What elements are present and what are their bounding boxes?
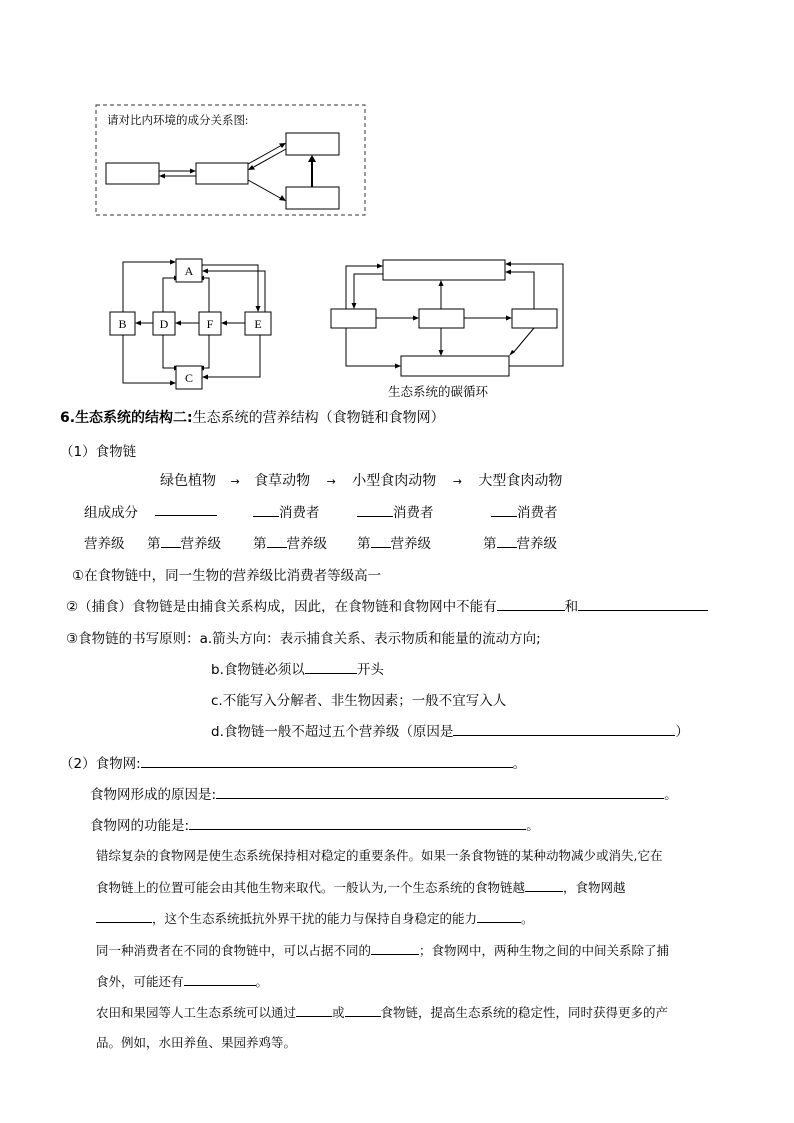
para3-line2: 品。例如，水田养鱼、果园养鸡等。 [96, 1035, 297, 1050]
level-3 [357, 532, 431, 552]
para3-line1 [96, 1002, 668, 1021]
level-suffix: 营养级 [180, 536, 221, 552]
heading-bold: 生态系统的结构二: [75, 410, 193, 426]
chain-row [160, 470, 562, 490]
level-label: 营养级 [84, 536, 125, 552]
diagram1-caption: 请对比内环境的成分关系图: [107, 115, 249, 127]
carbon-cycle-diagram [328, 255, 568, 380]
arrow-middle-to-bottom [248, 180, 282, 199]
para1-line1: 错综复杂的食物网是使生态系统保持相对稳定的重要条件。如果一条食物链的某种动物减少或消失,它在 [96, 848, 663, 863]
box-middle [196, 163, 248, 184]
food-web-function [90, 814, 540, 834]
blank[interactable] [453, 721, 675, 736]
arrowhead [308, 155, 316, 162]
rule-c: c.不能写入分解者、非生物因素；一般不宜写入人 [211, 693, 507, 709]
arrowhead [439, 350, 444, 356]
arrowhead [377, 264, 383, 269]
food-chain-title: （1）食物链 [60, 444, 137, 460]
path-f-to-a [202, 278, 209, 312]
arrowhead [256, 306, 261, 312]
section-heading [60, 407, 445, 427]
arrowhead [352, 303, 357, 309]
chain-item: 小型食肉动物 [352, 473, 437, 489]
level-4 [483, 532, 557, 552]
arrowhead [221, 321, 227, 326]
arrowhead [505, 262, 511, 267]
node-e-label: E [254, 317, 262, 331]
arrowhead [505, 270, 511, 275]
level-prefix: 第 [253, 536, 267, 552]
blank[interactable] [491, 502, 517, 517]
point-2 [66, 595, 708, 615]
consumer-2 [357, 501, 434, 521]
text: 。 [521, 911, 534, 926]
level-suffix: 营养级 [390, 536, 431, 552]
internal-environment-diagram [95, 104, 367, 217]
arrowhead [175, 321, 181, 326]
box-left [331, 309, 376, 328]
blank[interactable] [371, 940, 419, 955]
arrowhead [135, 321, 141, 326]
blank[interactable] [161, 533, 181, 548]
blank[interactable] [578, 596, 708, 611]
consumer-word: 消费者 [393, 505, 434, 521]
path-left-to-top [346, 266, 379, 309]
chain-item: 大型食肉动物 [478, 473, 563, 489]
blank[interactable] [357, 502, 393, 517]
box-top-right [286, 133, 339, 155]
path-right-to-top [509, 272, 534, 309]
text: 食外，可能还有 [96, 974, 184, 989]
blank[interactable] [296, 1002, 332, 1017]
food-web-reason [90, 783, 678, 803]
arrowhead [395, 364, 401, 369]
text: ；食物网中，两种生物之间的中间关系除了捕 [419, 943, 670, 958]
chain-arrow: → [230, 475, 240, 488]
arrowhead [170, 260, 176, 265]
level-prefix: 第 [147, 536, 161, 552]
blank[interactable] [184, 971, 256, 986]
level-suffix: 营养级 [286, 536, 327, 552]
blank[interactable] [305, 659, 357, 674]
text: 同一种消费者在不同的食物链中，可以占据不同的 [96, 943, 372, 958]
path-e-to-a [206, 271, 265, 312]
path-f-to-c [202, 335, 209, 368]
point-1: ①在食物链中，同一生物的营养级比消费者等级高一 [72, 568, 382, 584]
para2-line1 [96, 940, 669, 959]
blank[interactable] [253, 502, 279, 517]
blank[interactable] [267, 533, 287, 548]
arrowhead [248, 165, 255, 170]
para1-line2 [96, 877, 626, 896]
rule-a: a.箭头方向：表示捕食关系、表示物质和能量的流动方向; [199, 631, 541, 647]
box-bottom-right [286, 187, 339, 209]
text: ，这个生态系统抵抗外界干扰的能力与保持自身稳定的能力 [152, 911, 478, 926]
blank[interactable] [477, 908, 521, 923]
food-web-title: （2）食物网: [60, 756, 141, 772]
abcdef-diagram [100, 257, 275, 390]
blank[interactable] [141, 753, 513, 768]
level-prefix: 第 [357, 536, 371, 552]
consumer-word: 消费者 [517, 505, 558, 521]
arrowhead [190, 169, 196, 174]
chain-item: 食草动物 [254, 473, 311, 489]
heading-number: 6. [60, 410, 76, 426]
arrowhead [509, 350, 515, 356]
chain-arrow: → [452, 475, 462, 488]
box-center [419, 309, 464, 328]
path-b-to-a [123, 262, 172, 312]
para1-line3 [96, 908, 534, 927]
box-left [106, 163, 159, 184]
point-3-text: ③食物链的书写原则： [66, 631, 200, 647]
path-e-to-c [206, 335, 260, 377]
node-d-label: D [159, 317, 169, 331]
consumer-1 [253, 501, 320, 521]
carbon-cycle-caption: 生态系统的碳循环 [388, 384, 489, 399]
node-f-label: F [206, 317, 214, 331]
path-d-to-a [163, 278, 176, 312]
chain-arrow: → [326, 475, 336, 488]
blank[interactable] [345, 1002, 381, 1017]
text: 或 [332, 1005, 345, 1020]
arrowhead [202, 269, 208, 274]
path-d-to-c [163, 335, 176, 368]
consumer-word: 消费者 [279, 505, 320, 521]
period: 。 [512, 756, 527, 772]
arrow-right-to-bottom [513, 328, 534, 353]
function-label: 食物网的功能是: [90, 818, 190, 834]
blank[interactable] [189, 815, 526, 830]
text: ，食物网越 [562, 880, 626, 895]
node-c-label: C [184, 371, 194, 385]
blank[interactable] [371, 533, 391, 548]
arrowhead [413, 316, 419, 321]
arrowhead [439, 280, 444, 286]
text: 农田和果园等人工生态系统可以通过 [96, 1005, 297, 1020]
path-top-to-left [354, 274, 383, 305]
blank[interactable] [525, 877, 563, 892]
rule-d-suffix: ） [675, 724, 689, 740]
path-b-to-c [123, 335, 172, 383]
point-3 [66, 627, 541, 647]
text: 食物链，提高生态系统的稳定性，同时获得更多的产 [380, 1005, 669, 1020]
rule-d-text: d.食物链一般不超过五个营养级（原因是 [211, 724, 454, 740]
blank[interactable] [497, 596, 565, 611]
level-suffix: 营养级 [516, 536, 557, 552]
rule-b-text: b.食物链必须以 [211, 662, 305, 678]
consumer-3 [491, 501, 558, 521]
blank[interactable] [216, 784, 664, 799]
point-2-text: ②（捕食）食物链是由捕食关系构成，因此，在食物链和食物网中不能有 [66, 599, 497, 615]
text: 食物链上的位置可能会由其他生物来取代。一般认为,一个生态系统的食物链越 [96, 880, 525, 895]
text: 。 [255, 974, 269, 989]
path-left-to-bottom [346, 328, 397, 366]
node-a-label: A [184, 264, 194, 278]
node-b-label: B [118, 317, 127, 331]
level-2 [253, 532, 327, 552]
period: 。 [526, 818, 540, 834]
blank[interactable] [497, 533, 517, 548]
composition-blank-1[interactable] [155, 501, 217, 516]
food-web-line [60, 752, 526, 772]
arrowhead [506, 316, 512, 321]
para2-line2 [96, 971, 268, 990]
reason-label: 食物网形成的原因是: [90, 787, 217, 803]
level-1 [147, 532, 221, 552]
level-prefix: 第 [483, 536, 497, 552]
arrowhead [159, 174, 165, 179]
rule-b [211, 658, 384, 678]
period: 。 [664, 787, 678, 803]
heading-rest: 生态系统的营养结构（食物链和食物网） [192, 410, 445, 426]
composition-label: 组成成分 [84, 505, 138, 521]
blank[interactable] [96, 908, 152, 923]
arrowhead [170, 381, 176, 386]
point-2-and: 和 [564, 599, 579, 615]
chain-item: 绿色植物 [160, 473, 216, 489]
box-bottom [401, 356, 509, 376]
box-top [383, 260, 505, 280]
arrowhead [279, 143, 286, 148]
rule-b-suffix: 开头 [356, 662, 384, 678]
arrowhead [202, 375, 208, 380]
rule-d [211, 720, 689, 740]
box-right [512, 309, 557, 328]
